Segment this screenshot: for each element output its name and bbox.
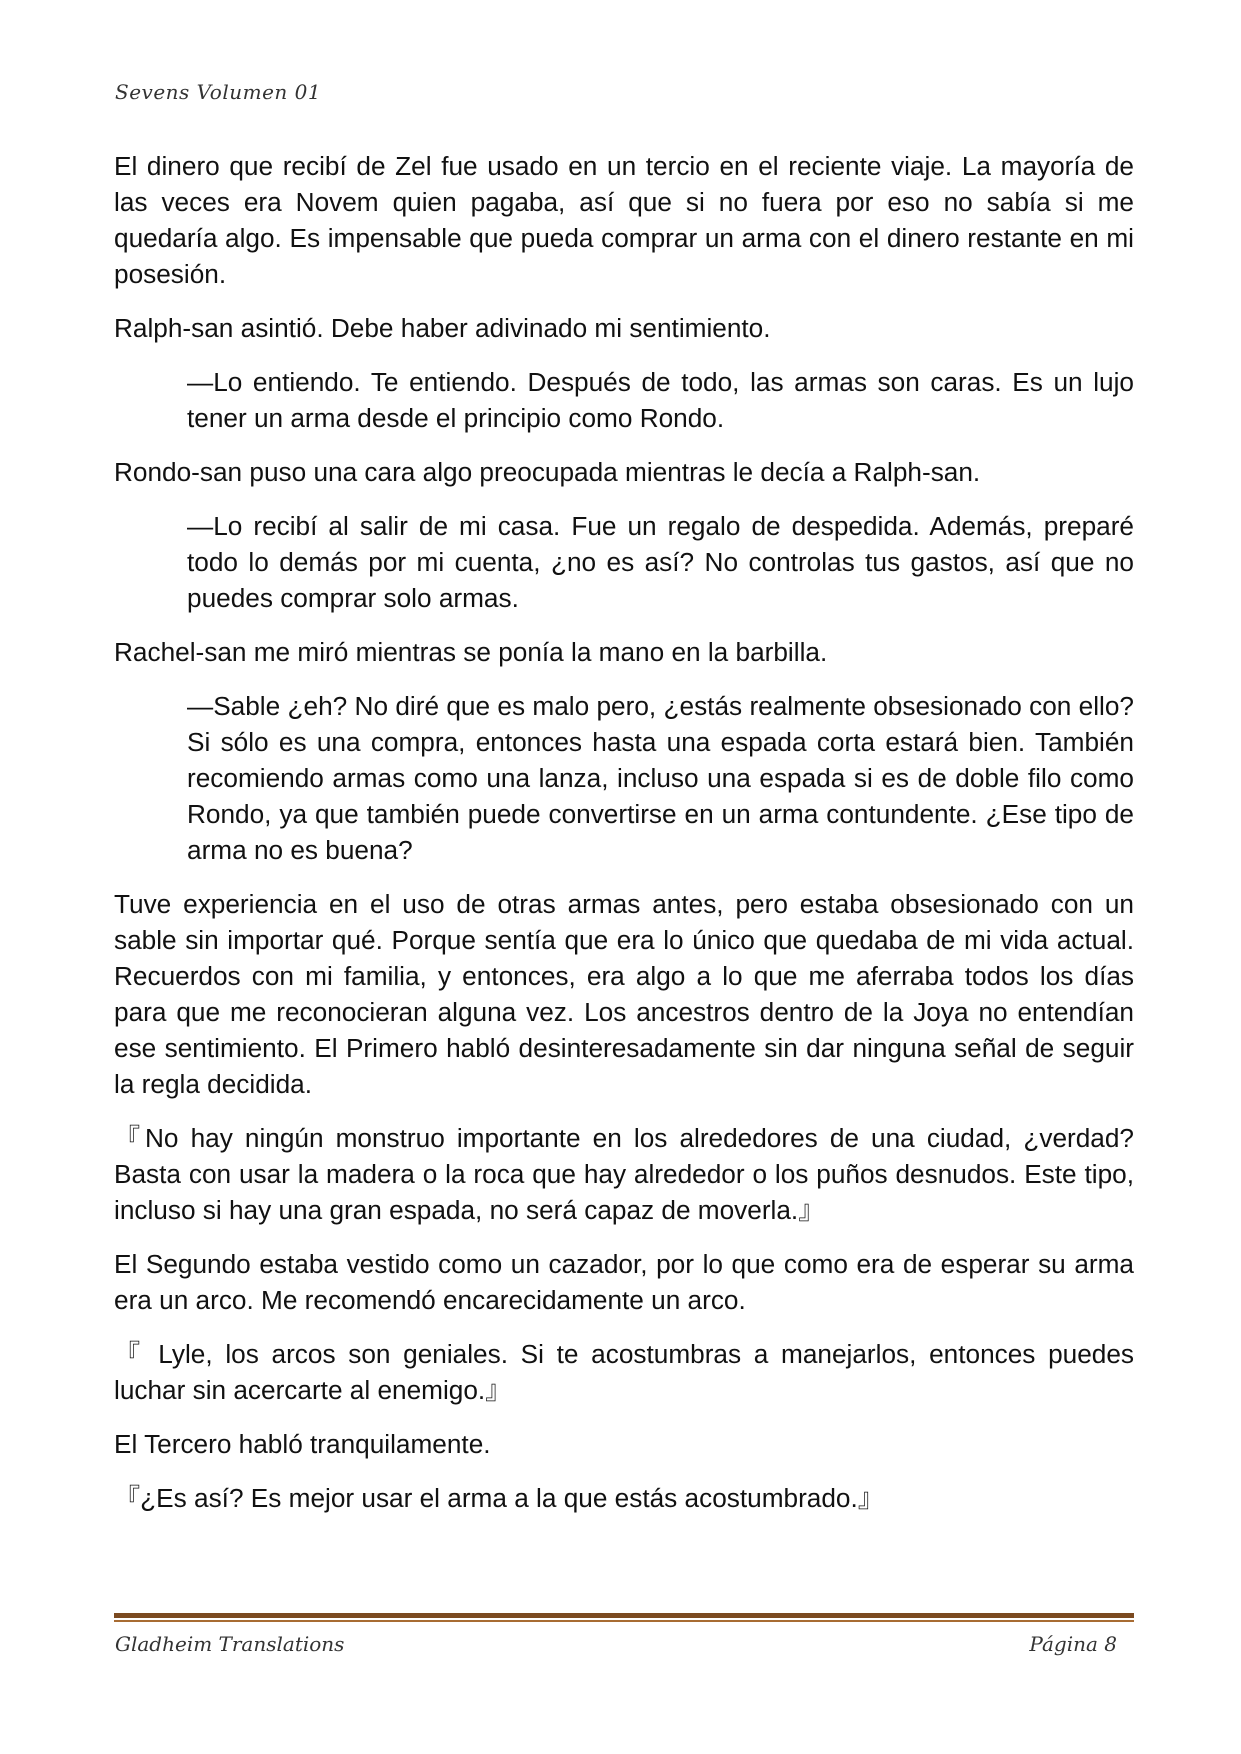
dialogue-paragraph: —Lo entiendo. Te entiendo. Después de todo, las armas son caras. Es un lujo tener un arma desde el principio como Rondo. <box>187 367 1134 433</box>
paragraph: Rondo-san puso una cara algo preocupada mientras le decía a Ralph-san. <box>114 457 981 487</box>
body-text <box>114 148 1134 1534</box>
paragraph: Ralph-san asintió. Debe haber adivinado mi sentimiento. <box>114 313 771 343</box>
paragraph: El Segundo estaba vestido como un cazador, por lo que como era de esperar su arma era un arco. Me recomendó encarecidamente un arco. <box>114 1249 1134 1315</box>
paragraph: El Tercero habló tranquilamente. <box>114 1429 491 1459</box>
paragraph: Rachel-san me miró mientras se ponía la mano en la barbilla. <box>114 637 828 667</box>
spirit-dialogue-paragraph: 『 Lyle, los arcos son geniales. Si te acostumbras a manejarlos, entonces puedes luchar sin acercarte al enemigo.』 <box>114 1339 1134 1405</box>
page-number: Página 8 <box>1029 1632 1117 1656</box>
dialogue-paragraph: —Sable ¿eh? No diré que es malo pero, ¿estás realmente obsesionado con ello? Si sólo es una compra, entonces hasta una espada corta estará bien. También recomiendo armas como una lanza, incluso una espada si es de doble filo como Rondo, ya que también puede convertirse en un arma contundente. ¿Ese tipo de arma no es buena? <box>187 691 1134 865</box>
dialogue-paragraph: —Lo recibí al salir de mi casa. Fue un regalo de despedida. Además, preparé todo lo demás por mi cuenta, ¿no es así? No controlas tus gastos, así que no puedes comprar solo armas. <box>187 511 1134 613</box>
spirit-dialogue-paragraph: 『¿Es así? Es mejor usar el arma a la que estás acostumbrado.』 <box>114 1483 884 1513</box>
paragraph: Tuve experiencia en el uso de otras armas antes, pero estaba obsesionado con un sable sin importar qué. Porque sentía que era lo único que quedaba de mi vida actual. Recuerdos con mi familia, y entonces, era algo a lo que me aferraba todos los días para que me reconocieran alguna vez. Los ancestros dentro de la Joya no entendían ese sentimiento. El Primero habló desinteresadamente sin dar ninguna señal de seguir la regla decidida. <box>114 889 1134 1099</box>
spirit-dialogue-paragraph: 『No hay ningún monstruo importante en los alrededores de una ciudad, ¿verdad? Basta con usar la madera o la roca que hay alrededor o los puños desnudos. Este tipo, incluso si hay una gran espada, no será capaz de moverla.』 <box>114 1123 1134 1225</box>
footer-rule-thin <box>114 1620 1134 1622</box>
running-header: Sevens Volumen 01 <box>115 80 322 104</box>
footer-rule <box>114 1613 1134 1622</box>
footer-credit: Gladheim Translations <box>115 1632 345 1656</box>
paragraph: El dinero que recibí de Zel fue usado en un tercio en el reciente viaje. La mayoría de las veces era Novem quien pagaba, así que si no fuera por eso no sabía si me quedaría algo. Es impensable que pueda comprar un arma con el dinero restante en mi posesión. <box>114 151 1134 289</box>
